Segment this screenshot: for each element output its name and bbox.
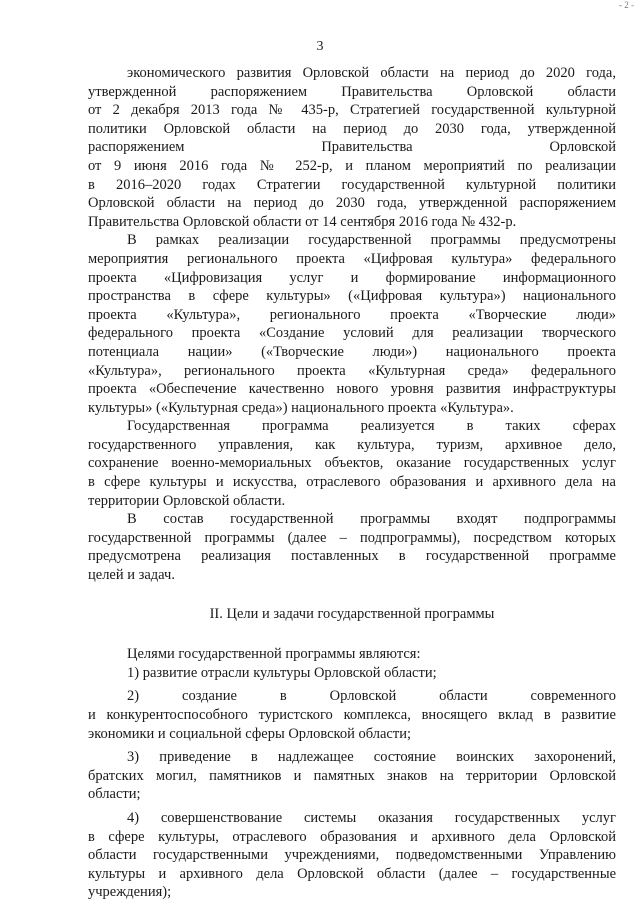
text-line: 4) совершенствование системы оказания государственных услуг [127,809,616,826]
text-line: мероприятия регионального проекта «Цифровая культура» федерального [88,250,616,267]
text-line: «Культура», регионального проекта «Культурная среда» федерального [88,362,616,379]
text-line: В состав государственной программы входят подпрограммы [127,511,616,528]
text-line: в 2016–2020 годах Стратегии государственной культурной политики [88,176,616,193]
goal-item [88,687,616,743]
text-line: в сфере культуры и искусства, отраслевого образования и архивного дела на [88,474,616,491]
text-line: территории Орловской области. [88,492,286,509]
paragraph [88,510,616,584]
text-line: братских могил, памятников и памятных знаков на территории Орловской [88,767,616,784]
text-line: учреждения); [88,884,172,901]
paragraph [88,417,616,510]
text-line: государственной программы (далее – подпрограммы), посредством которых [88,529,616,546]
text-line: Орловской области на период до 2030 года, утвержденной распоряжением [88,195,616,212]
goals-intro: Целями государственной программы являются: [127,646,421,663]
text-line: сохранение военно-мемориальных объектов, оказание государственных услуг [88,455,616,472]
text-line: государственного управления, как культура, туризм, архивное дело, [88,436,616,453]
goal-item [88,748,616,804]
text-line: области государственными учреждениями, подведомственными Управлению [88,847,616,864]
text-line: целей и задач. [88,567,175,584]
text-line: В рамках реализации государственной программы предусмотрены [127,232,616,249]
text-line: утвержденной распоряжением Правительства Орловской области [88,83,616,100]
text-line: Государственная программа реализуется в таких сферах [127,418,616,435]
document-body [88,64,616,902]
goal-item [88,664,616,683]
section-heading: II. Цели и задачи государственной программы [209,605,495,622]
text-line: политики Орловской области на период до 2030 года, утвержденной [88,120,616,137]
text-line: 1) развитие отрасли культуры Орловской области; [127,664,437,681]
text-line: от 2 декабря 2013 года № 435-р, Стратегией государственной культурной [88,102,616,119]
text-line: потенциала нации» («Творческие люди») национального проекта [88,343,616,360]
text-line: проекта «Цифровизация услуг и формирование информационного [88,269,616,286]
text-line: экономики и социальной сферы Орловской области; [88,725,411,742]
text-line: в сфере культуры, отраслевого образования и архивного дела Орловской [88,828,616,845]
text-line: 3) приведение в надлежащее состояние воинских захоронений, [127,749,616,766]
text-line: пространства в сфере культуры» («Цифровая культура») национального [88,288,616,305]
corner-mark: - 2 - [619,0,634,10]
goals-list [88,664,616,902]
text-line: проекта «Обеспечение качественно нового уровня развития инфраструктуры [88,381,616,398]
text-line: культуры» («Культурная среда») национального проекта «Культура». [88,399,514,416]
text-line: 2) создание в Орловской области современного [127,688,616,705]
text-line: Правительства Орловской области от 14 сентября 2016 года № 432-р. [88,213,517,230]
paragraph [88,231,616,417]
paragraph [88,64,616,231]
page-number: 3 [316,39,324,54]
text-line: от 9 июня 2016 года № 252-р, и планом мероприятий по реализации [88,157,616,174]
text-line: и конкурентоспособного туристского комплекса, вносящего вклад в развитие [88,707,616,723]
text-line: области; [88,786,141,803]
text-line: предусмотрена реализация поставленных в государственной программе [88,548,616,565]
goal-item [88,809,616,902]
text-line: экономического развития Орловской области на период до 2020 года, [127,65,616,81]
text-line: культуры и архивного дела Орловской области (далее – государственные [88,865,616,882]
text-line: федерального проекта «Создание условий для реализации творческого [88,325,616,342]
text-line: проекта «Культура», регионального проекта «Творческие люди» [88,306,616,323]
text-line: распоряжением Правительства Орловской [88,139,616,156]
